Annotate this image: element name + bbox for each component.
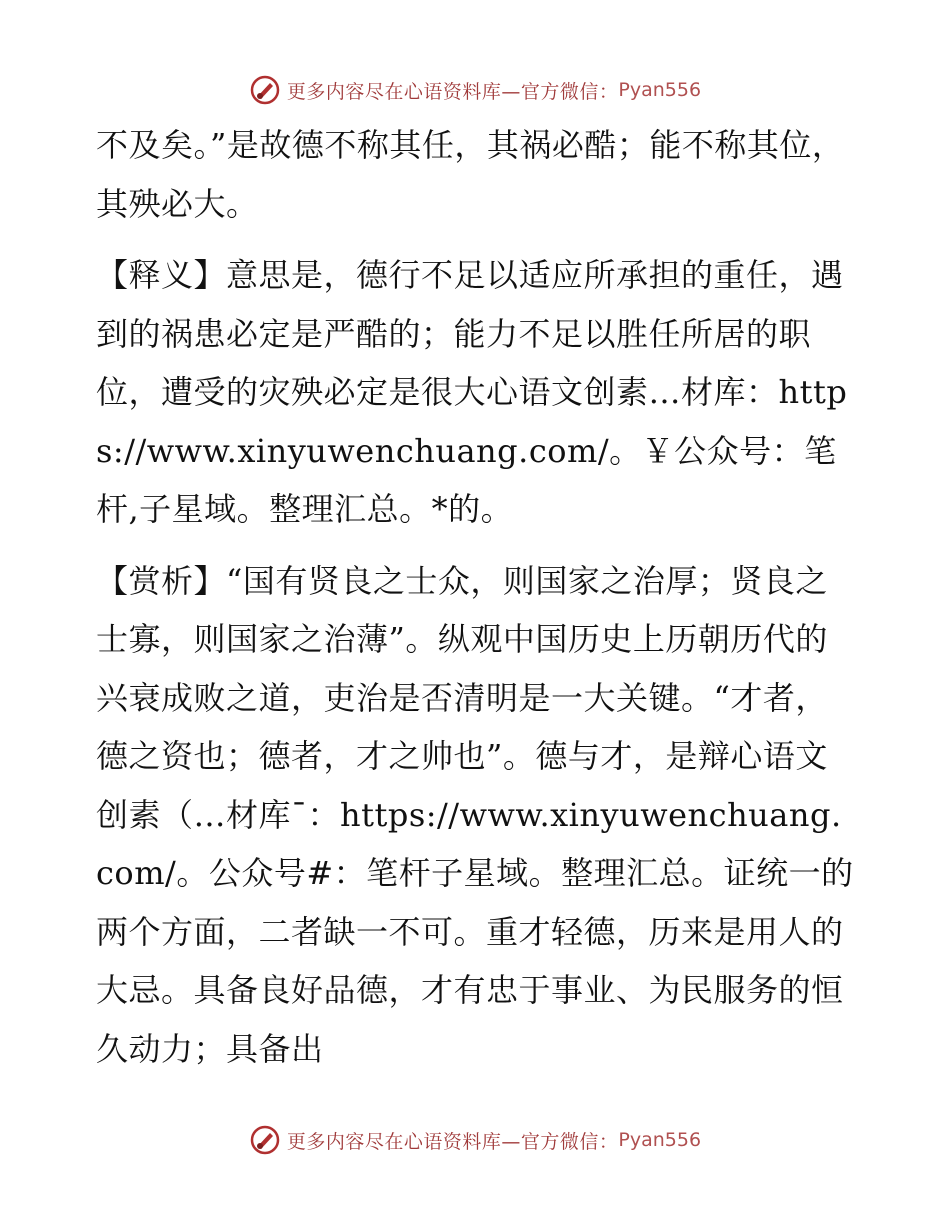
footer-promo-text: 更多内容尽在心语资料库—官方微信：: [286, 1130, 619, 1153]
footer-promo-banner: [0, 1122, 950, 1158]
paragraph-appreciation: 【赏析】“国有贤良之士众，则国家之治厚；贤良之士寡，则国家之治薄”。纵观中国历史上历朝历代的兴衰成败之道，吏治是否清明是一大关键。“才者，德之资也；德者，才之帅也”。德与才，是辩心语文创素（…材库¯：https://www.xinyuwenchuang.com/。公众号#：笔杆子星域。整理汇总。证统一的两个方面，二者缺一不可。重才轻德，历来是用人的大忌。具备良好品德，才有忠于事业、为民服务的恒久动力；具备出: [96, 561, 854, 1068]
header-promo-text: 更多内容尽在心语资料库—官方微信：: [286, 80, 619, 103]
header-wechat-id: Pyan556: [618, 79, 702, 101]
document-body: [96, 116, 856, 1078]
brush-logo-icon: [249, 74, 281, 106]
brush-logo-icon: [249, 1124, 281, 1156]
footer-wechat-id: Pyan556: [618, 1129, 702, 1151]
paragraph-original-text: 不及矣。”是故德不称其任，其祸必酷；能不称其位，其殃必大。: [96, 126, 845, 223]
paragraph-explanation: 【释义】意思是，德行不足以适应所承担的重任，遇到的祸患必定是严酷的；能力不足以胜任所居的职位，遭受的灾殃必定是很大心语文创素…材库：https://www.xinyuwenchuang.com/。￥公众号：笔杆,子星域。整理汇总。*的。: [96, 256, 848, 528]
header-promo-banner: [0, 72, 950, 108]
